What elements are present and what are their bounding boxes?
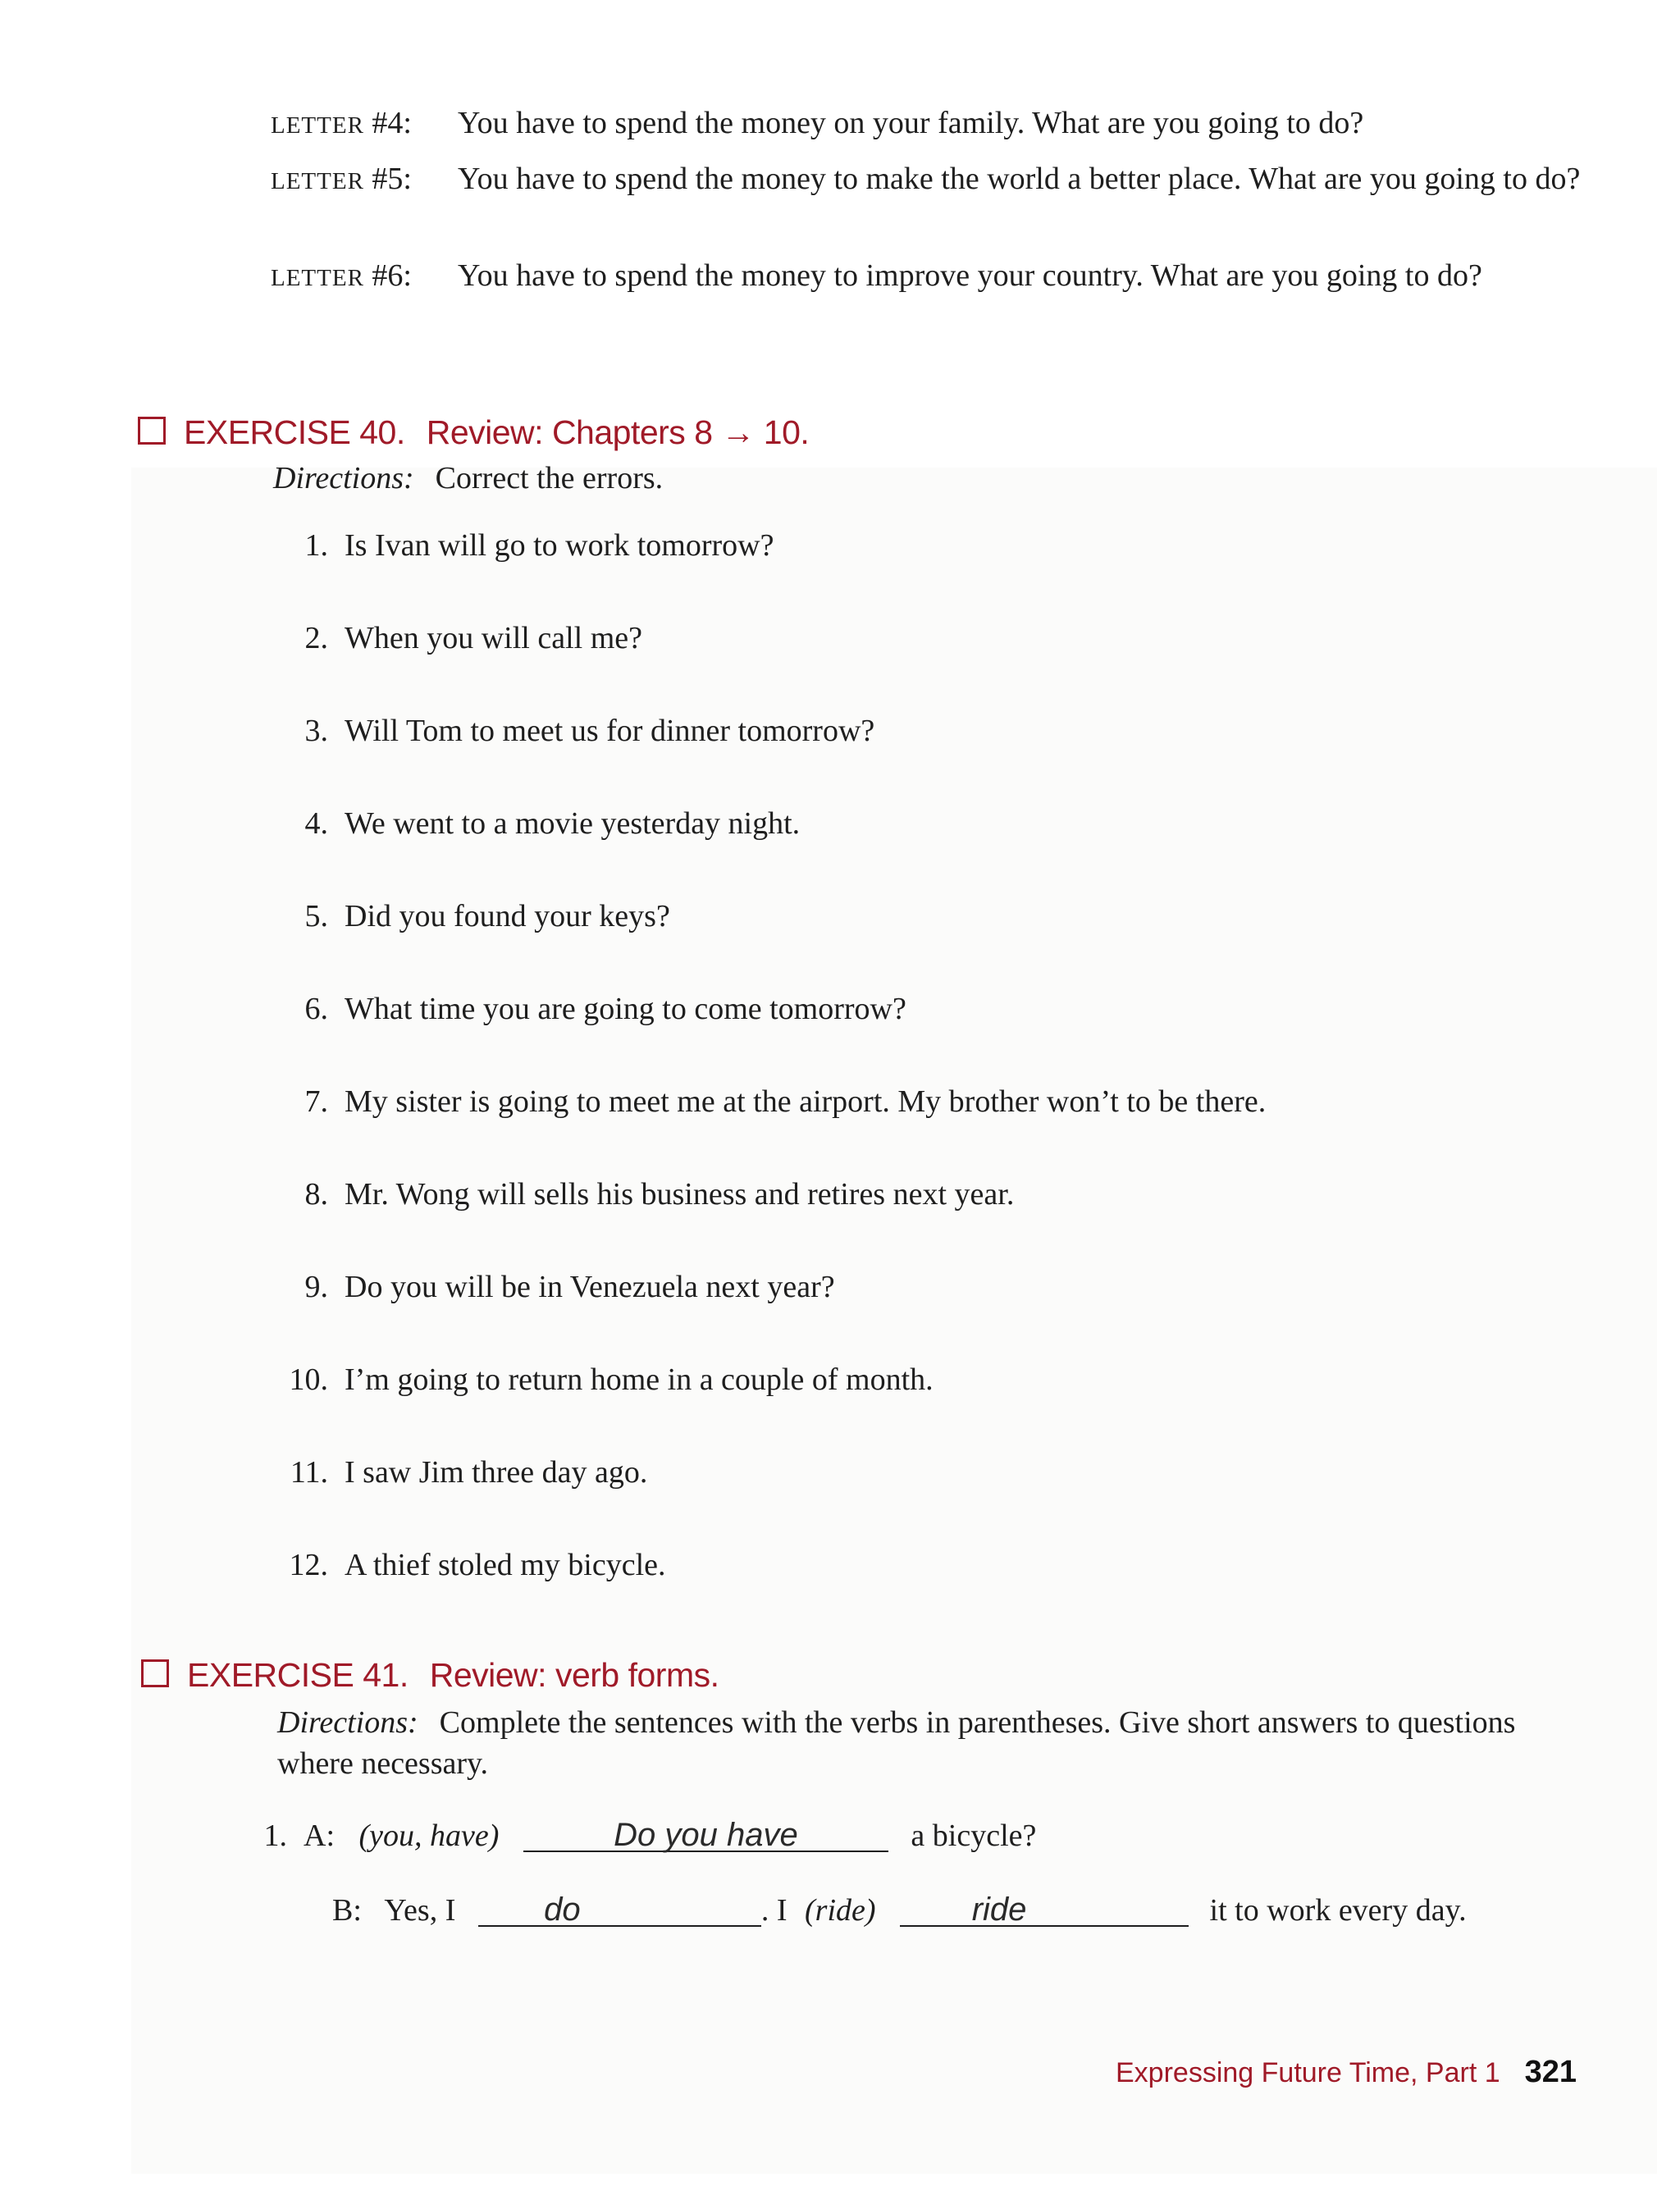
exercise-41-item-1-a: 1. A: (you, have) Do you have a bicycle? — [250, 1814, 1036, 1856]
answer-blank[interactable] — [478, 1889, 761, 1927]
sentence-lead: Yes, I — [384, 1893, 456, 1928]
exercise-title: Review: verb forms. — [429, 1656, 719, 1694]
letter-number: #4: — [372, 106, 412, 140]
checkbox-icon[interactable] — [141, 1659, 169, 1687]
sentence-mid: . I — [760, 1893, 788, 1928]
answer-blank[interactable] — [900, 1889, 1189, 1927]
letter-text: You have to spend the money to improve your country. What are you going to do? — [458, 258, 1482, 293]
item-text: My sister is going to meet me at the airport. My brother won’t to be there. — [345, 1084, 1267, 1119]
item-text: When you will call me? — [345, 621, 642, 655]
exercise-label: EXERCISE 40. — [184, 413, 405, 451]
checkbox-icon[interactable] — [138, 417, 166, 445]
exercise-40-item: 6. What time you are going to come tomorrow? — [304, 992, 906, 1026]
exercise-40-directions — [273, 458, 1586, 499]
directions-label: Directions: — [277, 1705, 418, 1740]
page-footer — [1116, 2055, 1577, 2090]
item-text: Do you will be in Venezuela next year? — [345, 1270, 835, 1304]
exercise-41-heading — [141, 1656, 719, 1695]
answer-blank[interactable] — [523, 1814, 888, 1852]
exercise-40-item: 12. A thief stoled my bicycle. — [289, 1548, 666, 1582]
handwritten-answer: ride — [971, 1892, 1027, 1928]
exercise-40-heading — [138, 413, 809, 453]
exercise-40-item: 4. We went to a movie yesterday night. — [304, 806, 801, 841]
exercise-label: EXERCISE 41. — [187, 1656, 409, 1694]
exercise-40-item: 3. Will Tom to meet us for dinner tomorrow? — [304, 714, 875, 748]
item-text: We went to a movie yesterday night. — [345, 806, 801, 841]
item-text: Mr. Wong will sells his business and retires next year. — [345, 1177, 1015, 1212]
exercise-40-item: 5. Did you found your keys? — [304, 899, 670, 933]
exercise-40-item: 2. When you will call me? — [304, 621, 642, 655]
exercise-40-item: 8. Mr. Wong will sells his business and retires next year. — [304, 1177, 1015, 1212]
item-text: I saw Jim three day ago. — [345, 1455, 648, 1490]
exercise-40-item: 1. Is Ivan will go to work tomorrow? — [304, 528, 774, 563]
speaker-b: B: — [332, 1893, 362, 1928]
speaker-a: A: — [304, 1819, 335, 1853]
verb-cue: (ride) — [805, 1893, 876, 1928]
letter-text: You have to spend the money to make the world a better place. What are you going to do? — [458, 162, 1581, 196]
letter-text: You have to spend the money on your family. What are you going to do? — [458, 106, 1364, 140]
sentence-tail: a bicycle? — [911, 1819, 1037, 1853]
item-text: I’m going to return home in a couple of month. — [345, 1362, 934, 1397]
item-text: A thief stoled my bicycle. — [345, 1548, 666, 1582]
item-text: Is Ivan will go to work tomorrow? — [345, 528, 774, 563]
page-number: 321 — [1524, 2055, 1577, 2089]
directions-text: Correct the errors. — [435, 461, 664, 495]
exercise-40-item: 9. Do you will be in Venezuela next year? — [304, 1270, 835, 1304]
directions-label: Directions: — [273, 461, 414, 495]
letter-prefix: LETTER — [271, 112, 364, 139]
exercise-41-item-1-b — [332, 1889, 1467, 1931]
sentence-tail: it to work every day. — [1209, 1893, 1467, 1928]
running-footer-title: Expressing Future Time, Part 1 — [1116, 2057, 1500, 2088]
exercise-40-item: 10. I’m going to return home in a couple of month. — [289, 1362, 934, 1397]
item-text: Will Tom to meet us for dinner tomorrow? — [345, 714, 875, 748]
letter-5 — [271, 158, 1600, 199]
letter-number: #5: — [372, 162, 412, 196]
item-text: What time you are going to come tomorrow? — [345, 992, 906, 1026]
exercise-title: Review: Chapters 8 → 10. — [426, 413, 810, 451]
letter-prefix: LETTER — [271, 168, 364, 194]
letter-4 — [271, 103, 1600, 144]
item-text: Did you found your keys? — [345, 899, 670, 933]
letter-6 — [271, 255, 1600, 296]
letter-number: #6: — [372, 258, 412, 293]
exercise-40-item: 7. My sister is going to meet me at the airport. My brother won’t to be there. — [304, 1084, 1267, 1119]
handwritten-answer: do — [544, 1892, 581, 1928]
exercise-40-item: 11. I saw Jim three day ago. — [290, 1455, 648, 1490]
exercise-41-directions — [277, 1702, 1557, 1784]
handwritten-answer: Do you have — [614, 1817, 798, 1853]
verb-cue: (you, have) — [358, 1819, 500, 1853]
directions-text: Complete the sentences with the verbs in parentheses. Give short answers to questions where necessary. — [277, 1705, 1516, 1781]
letter-prefix: LETTER — [271, 265, 364, 291]
